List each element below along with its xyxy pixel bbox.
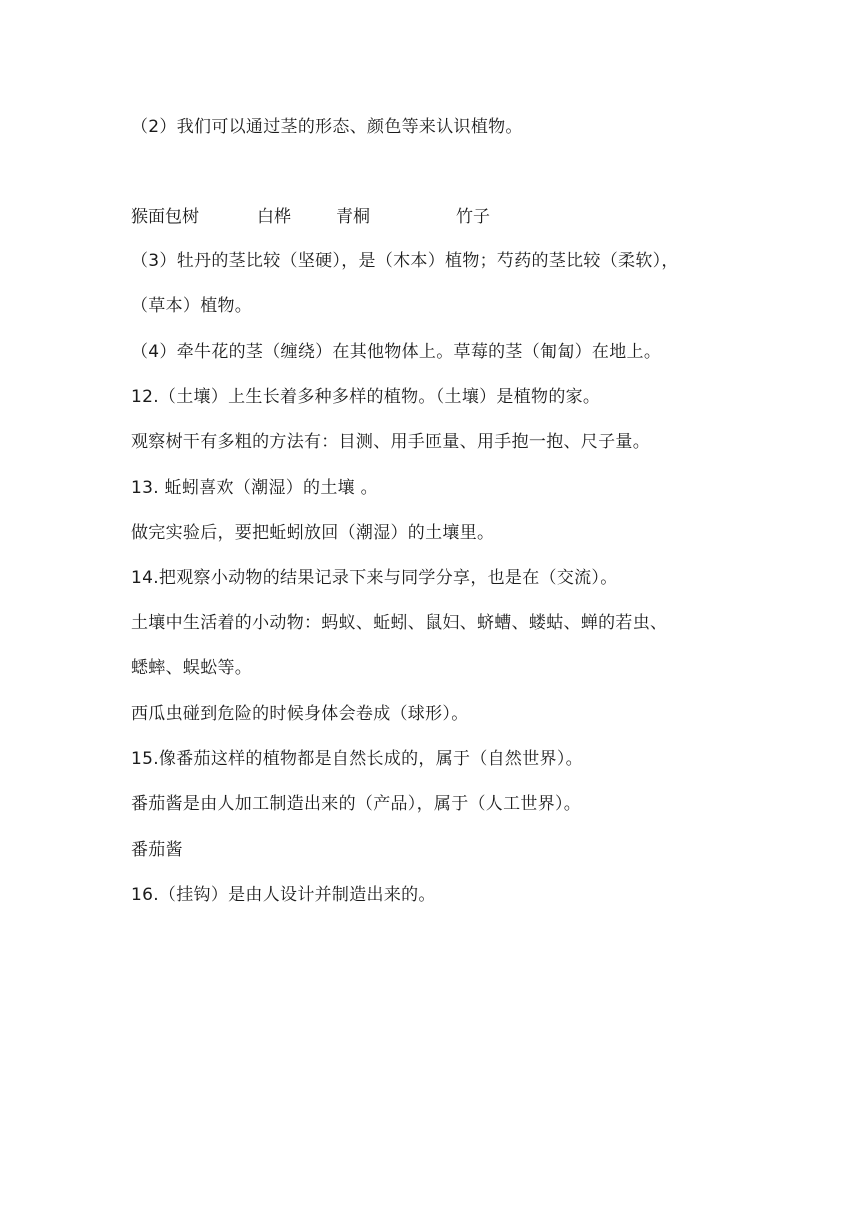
item-4-text: （4）牵牛花的茎（缠绕）在其他物体上。草莓的茎（匍匐）在地上。: [131, 342, 662, 362]
item-3-continued: （草本）植物。: [131, 296, 253, 316]
item-3-text: （3）牡丹的茎比较（坚硬），是（木本）植物；芍药的茎比较（柔软），: [131, 251, 679, 271]
plant-name-bamboo: 竹子: [456, 207, 490, 227]
ketchup-product-text: 番茄酱是由人加工制造出来的（产品），属于（人工世界）。: [131, 794, 582, 814]
pill-bug-text: 西瓜虫碰到危险的时候身体会卷成（球形）。: [131, 704, 469, 724]
item-12-text: 12.（土壤）上生长着多种多样的植物。（土壤）是植物的家。: [131, 387, 601, 407]
item-14-text: 14.把观察小动物的结果记录下来与同学分享，也是在（交流）。: [131, 568, 618, 588]
earthworm-return-text: 做完实验后，要把蚯蚓放回（潮湿）的土壤里。: [131, 523, 495, 543]
plant-name-baobab: 猴面包树: [131, 207, 199, 227]
item-13-text: 13. 蚯蚓喜欢（潮湿）的土壤 。: [131, 478, 378, 498]
plant-name-birch: 白桦: [257, 207, 291, 227]
item-16-text: 16.（挂钩）是由人设计并制造出来的。: [131, 885, 436, 905]
item-15-text: 15.像番茄这样的植物都是自然长成的，属于（自然世界）。: [131, 749, 583, 769]
soil-animals-text: 土壤中生活着的小动物：蚂蚁、蚯蚓、鼠妇、蛴螬、蝼蛄、蝉的若虫、: [131, 613, 668, 633]
item-2-text: （2）我们可以通过茎的形态、颜色等来认识植物。: [131, 117, 523, 137]
tree-measure-text: 观察树干有多粗的方法有：目测、用手匝量、用手抱一抱、尺子量。: [131, 432, 650, 452]
ketchup-label: 番茄酱: [131, 840, 183, 860]
soil-animals-continued: 蟋蟀、蜈蚣等。: [131, 658, 253, 678]
plant-name-parasol-tree: 青桐: [336, 207, 370, 227]
